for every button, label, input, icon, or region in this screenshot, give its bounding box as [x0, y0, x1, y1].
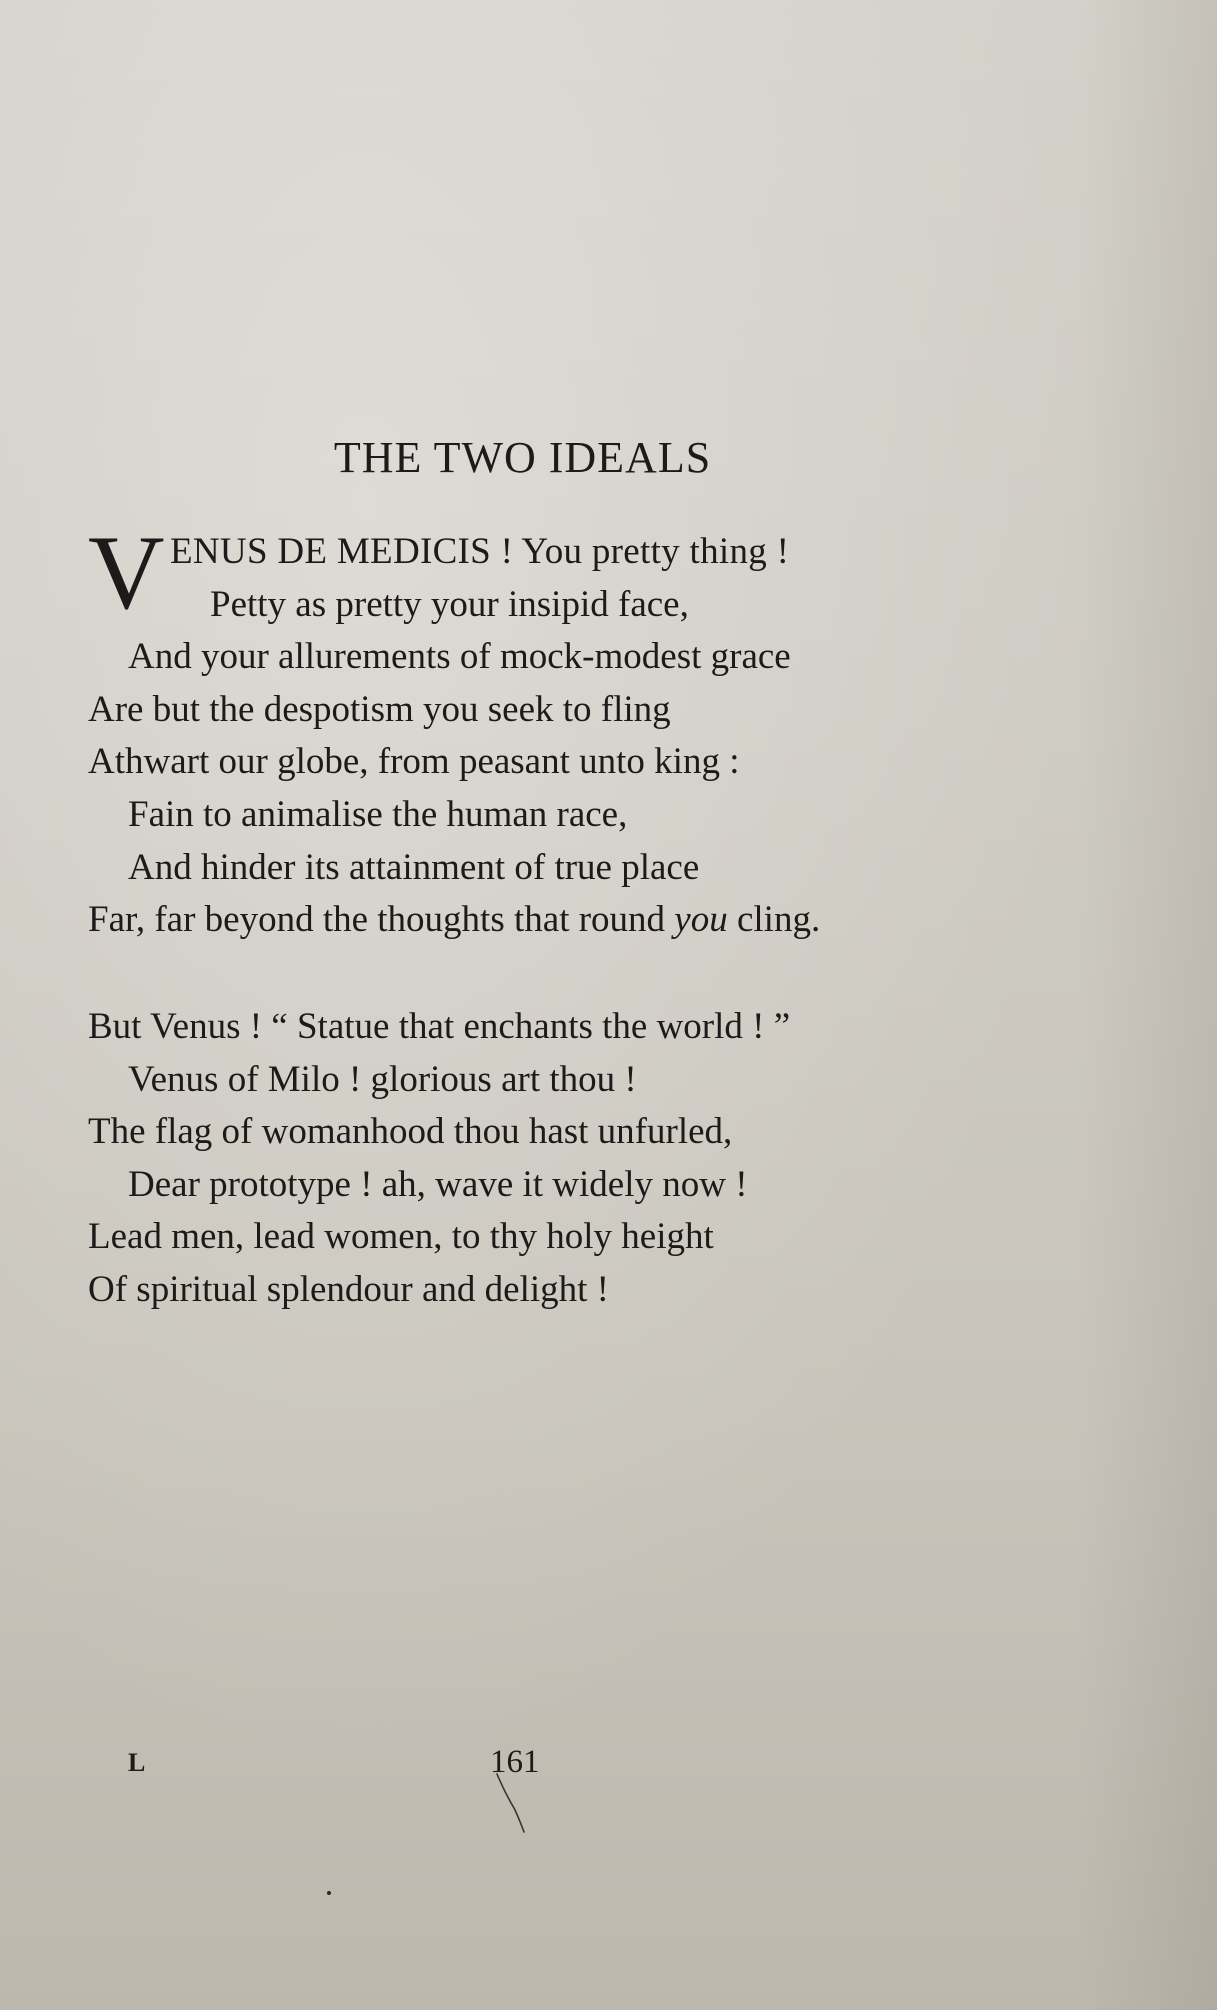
poem-line: And hinder its attainment of true place: [128, 846, 700, 888]
stanza-1: [88, 514, 821, 947]
poem-line: Petty as pretty your insipid face,: [210, 583, 689, 625]
poem-line: Lead men, lead women, to thy holy height: [88, 1216, 714, 1258]
drop-cap: V: [88, 514, 165, 631]
poem-line: Fain to animalise the human race,: [128, 793, 628, 835]
poem-line: The flag of womanhood thou hast unfurled,: [88, 1111, 733, 1153]
poem-line: Are but the despotism you seek to fling: [88, 688, 671, 730]
page-number: 161: [490, 1744, 540, 1780]
poem-line-text: ENUS DE MEDICIS ! You pretty thing !: [170, 531, 790, 572]
poem-title: THE TWO IDEALS: [333, 433, 712, 482]
poem-line: Venus of Milo ! glorious art thou !: [128, 1058, 637, 1100]
paper-speck: [327, 1891, 331, 1895]
poem-line: Athwart our globe, from peasant unto king :: [88, 741, 740, 783]
signature-mark: L: [128, 1748, 146, 1777]
poem-line: Of spiritual splendour and delight !: [88, 1268, 609, 1310]
poem-line: And your allurements of mock-modest grace: [128, 636, 791, 678]
poem-line: But Venus ! “ Statue that enchants the world ! ”: [88, 1006, 791, 1047]
poem-line: Dear prototype ! ah, wave it widely now !: [128, 1163, 748, 1205]
line-text-after: cling.: [727, 899, 821, 941]
poem-line: [88, 894, 820, 947]
line-text-before: Far, far beyond the thoughts that round: [88, 899, 675, 941]
emphasized-word: you: [674, 899, 728, 941]
stanza-2: [88, 1001, 790, 1317]
pen-mark: [494, 1772, 534, 1834]
